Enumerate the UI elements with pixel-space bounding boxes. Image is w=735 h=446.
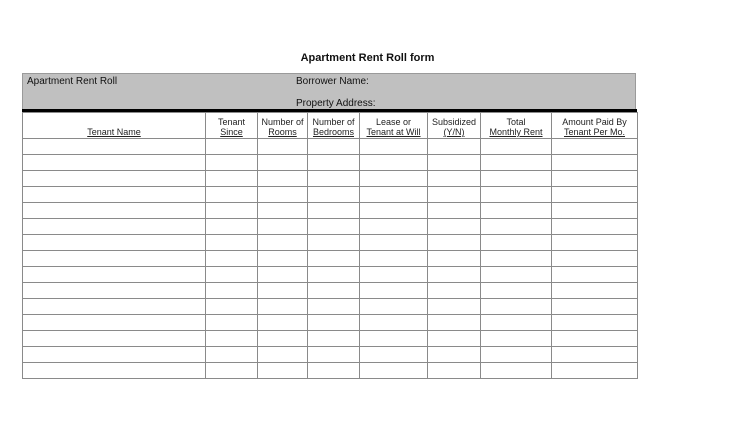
table-cell[interactable] [552,331,638,347]
property-address-label: Property Address: [296,98,376,109]
table-row [23,347,638,363]
table-cell[interactable] [308,219,360,235]
table-cell[interactable] [308,139,360,155]
table-cell[interactable] [552,267,638,283]
table-cell[interactable] [481,331,552,347]
table-cell[interactable] [428,363,481,379]
table-cell[interactable] [206,283,258,299]
table-cell[interactable] [481,267,552,283]
table-cell[interactable] [206,203,258,219]
table-cell[interactable] [23,251,206,267]
table-cell[interactable] [481,203,552,219]
table-cell[interactable] [428,203,481,219]
table-cell[interactable] [360,139,428,155]
table-cell[interactable] [360,235,428,251]
table-cell[interactable] [428,219,481,235]
table-cell[interactable] [206,235,258,251]
table-cell[interactable] [360,315,428,331]
rent-roll-table [22,112,638,379]
table-cell[interactable] [552,203,638,219]
table-row [23,171,638,187]
table-cell[interactable] [360,171,428,187]
table-cell[interactable] [206,299,258,315]
table-cell[interactable] [552,299,638,315]
table-cell[interactable] [428,139,481,155]
table-cell[interactable] [428,283,481,299]
table-row [23,331,638,347]
table-cell[interactable] [258,315,308,331]
table-cell[interactable] [308,299,360,315]
table-cell[interactable] [428,299,481,315]
table-row [23,315,638,331]
table-cell[interactable] [23,363,206,379]
form-title: Apartment Rent Roll form [300,52,435,64]
table-row [23,187,638,203]
header-band [22,73,636,110]
table-cell[interactable] [428,187,481,203]
col-line2: Tenant at Will [366,127,421,137]
table-cell[interactable] [552,363,638,379]
table-row [23,155,638,171]
col-line2: Tenant Per Mo. [563,127,626,137]
table-cell[interactable] [481,251,552,267]
table-cell[interactable] [23,331,206,347]
table-row [23,235,638,251]
table-cell[interactable] [552,155,638,171]
table-cell[interactable] [258,155,308,171]
table-cell[interactable] [360,203,428,219]
table-cell[interactable] [360,363,428,379]
table-cell[interactable] [258,283,308,299]
table-cell[interactable] [23,139,206,155]
col-rooms [258,113,308,139]
col-line1: Subsidized [431,117,477,127]
table-cell[interactable] [23,347,206,363]
table-row [23,267,638,283]
col-line1: Lease or [375,117,412,127]
table-cell[interactable] [206,267,258,283]
table-cell[interactable] [308,363,360,379]
col-subsidized [428,113,481,139]
table-cell[interactable] [481,299,552,315]
col-line1: Total [506,117,526,127]
table-cell[interactable] [428,171,481,187]
table-cell[interactable] [258,203,308,219]
table-cell[interactable] [206,139,258,155]
table-cell[interactable] [481,155,552,171]
table-cell[interactable] [428,267,481,283]
table-row [23,251,638,267]
table-cell[interactable] [308,267,360,283]
table-cell[interactable] [481,315,552,331]
col-tenant-since [206,113,258,139]
col-line1: Amount Paid By [562,117,627,127]
col-line2: (Y/N) [443,127,465,137]
table-body [23,139,638,379]
col-amount-paid [552,113,638,139]
table-cell[interactable] [360,347,428,363]
table-cell[interactable] [206,347,258,363]
table-cell[interactable] [308,203,360,219]
table-cell[interactable] [258,251,308,267]
table-cell[interactable] [206,155,258,171]
table-cell[interactable] [481,171,552,187]
table-cell[interactable] [258,187,308,203]
table-cell[interactable] [481,363,552,379]
col-line2: Rooms [268,127,297,137]
table-row [23,299,638,315]
col-line1: Tenant [217,117,246,127]
table-cell[interactable] [360,283,428,299]
table-cell[interactable] [428,155,481,171]
table-cell[interactable] [23,299,206,315]
table-cell[interactable] [206,171,258,187]
table-cell[interactable] [428,315,481,331]
table-cell[interactable] [308,235,360,251]
table-cell[interactable] [23,171,206,187]
table-cell[interactable] [360,299,428,315]
table-row [23,363,638,379]
table-cell[interactable] [258,299,308,315]
table-cell[interactable] [308,155,360,171]
table-cell[interactable] [552,187,638,203]
col-bedrooms [308,113,360,139]
table-cell[interactable] [308,331,360,347]
table-cell[interactable] [360,187,428,203]
col-line2: Bedrooms [312,127,355,137]
col-lease [360,113,428,139]
table-row [23,283,638,299]
table-cell[interactable] [23,219,206,235]
table-cell[interactable] [552,315,638,331]
table-cell[interactable] [23,187,206,203]
table-cell[interactable] [23,267,206,283]
col-tenant-name [23,113,206,139]
table-cell[interactable] [206,315,258,331]
table-cell[interactable] [552,219,638,235]
table-cell[interactable] [481,219,552,235]
table-cell[interactable] [428,235,481,251]
table-cell[interactable] [481,283,552,299]
table-cell[interactable] [360,267,428,283]
table-cell[interactable] [23,283,206,299]
table-cell[interactable] [360,331,428,347]
col-line2: Since [220,127,243,137]
table-cell[interactable] [258,139,308,155]
table-cell[interactable] [552,139,638,155]
table-cell[interactable] [258,363,308,379]
table-cell[interactable] [258,219,308,235]
table-cell[interactable] [206,187,258,203]
table-cell[interactable] [308,251,360,267]
table-cell[interactable] [481,347,552,363]
col-line2: Monthly Rent [489,127,543,137]
table-cell[interactable] [308,315,360,331]
table-row [23,203,638,219]
table-cell[interactable] [481,235,552,251]
table-cell[interactable] [206,331,258,347]
table-cell[interactable] [258,267,308,283]
table-cell[interactable] [481,139,552,155]
table-cell[interactable] [258,347,308,363]
table-cell[interactable] [552,235,638,251]
table-cell[interactable] [360,219,428,235]
table-cell[interactable] [552,347,638,363]
table-cell[interactable] [23,155,206,171]
table-cell[interactable] [428,331,481,347]
table-row [23,219,638,235]
column-header-row [23,113,638,139]
table-cell[interactable] [552,251,638,267]
table-cell[interactable] [308,347,360,363]
table-cell[interactable] [258,331,308,347]
table-cell[interactable] [23,203,206,219]
table-cell[interactable] [206,219,258,235]
table-cell[interactable] [552,283,638,299]
table-cell[interactable] [23,235,206,251]
borrower-name-label: Borrower Name: [296,76,369,87]
table-cell[interactable] [552,171,638,187]
form-label: Apartment Rent Roll [27,76,118,87]
table-cell[interactable] [308,187,360,203]
table-cell[interactable] [23,315,206,331]
table-row [23,139,638,155]
table-cell[interactable] [258,171,308,187]
table-cell[interactable] [481,187,552,203]
col-line1: Number of [312,117,355,127]
col-line1: Number of [261,117,304,127]
table-cell[interactable] [360,155,428,171]
col-total-rent [481,113,552,139]
table-cell[interactable] [360,251,428,267]
table-cell[interactable] [428,347,481,363]
table-cell[interactable] [308,171,360,187]
col-line2: Tenant Name [87,127,141,137]
table-cell[interactable] [428,251,481,267]
table-cell[interactable] [206,363,258,379]
table-cell[interactable] [206,251,258,267]
table-cell[interactable] [258,235,308,251]
table-cell[interactable] [308,283,360,299]
